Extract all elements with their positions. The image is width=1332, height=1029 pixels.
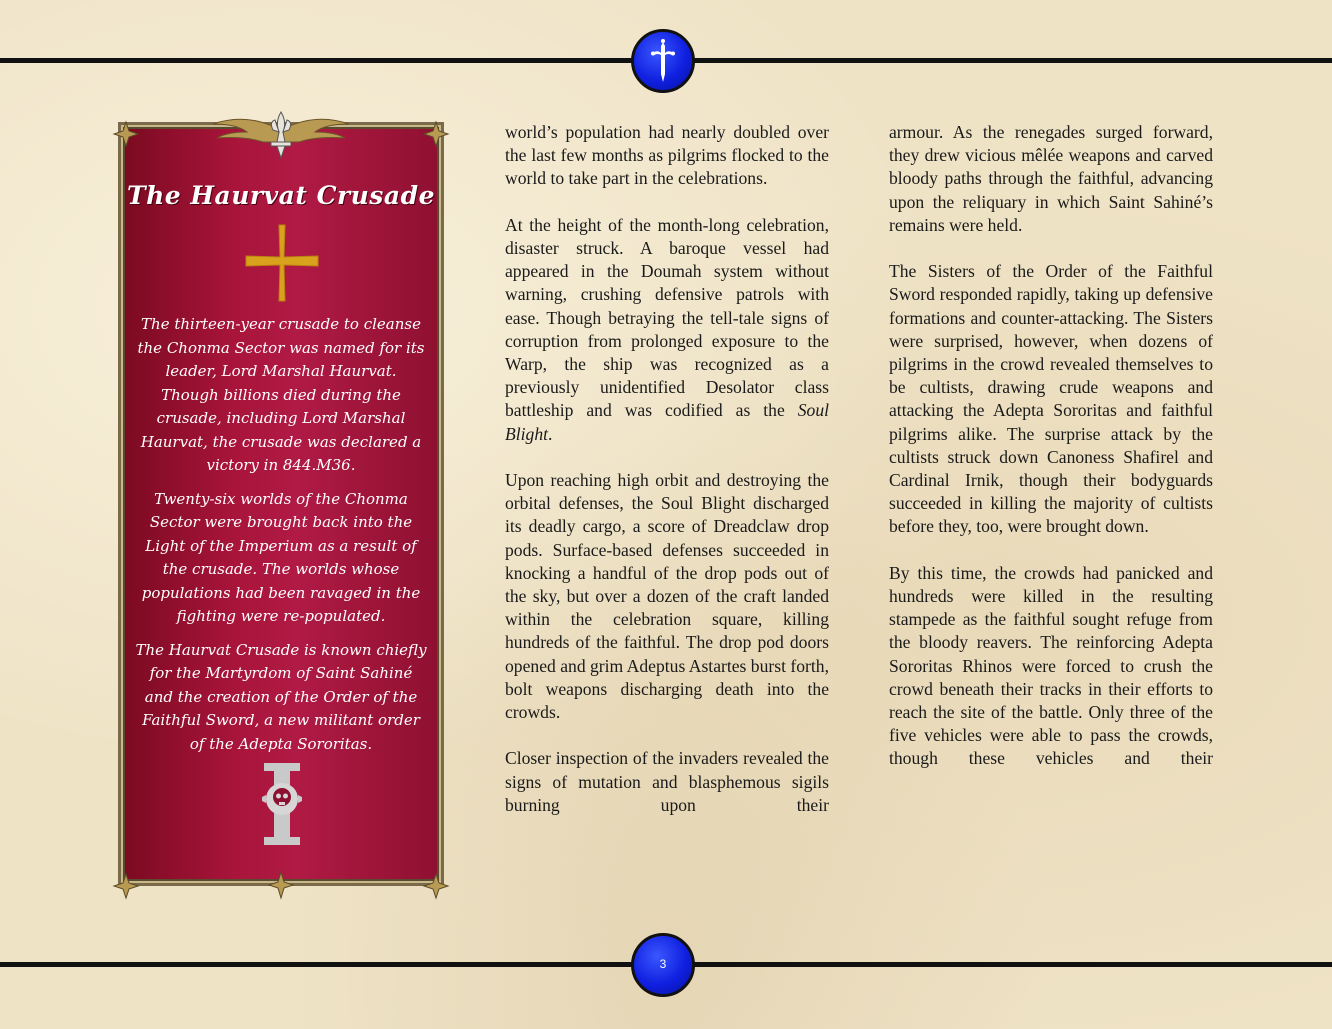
body-text: At the height of the month-long celebration, disaster struck. A baroque vessel had appeared in the Doumah system without warning, crushing defensive patrols with ease. Though betraying the tell-tale signs of corruption from prolonged exposure to the Warp, the ship was recognized as a previously unidentified Desolator class battleship and was codified as the [505, 214, 829, 421]
sidebar-text [135, 313, 427, 766]
corner-fleur-icon [112, 120, 140, 148]
body-paragraph: Closer inspection of the invaders revealed the signs of mutation and blasphemous sigils burning upon their [505, 748, 829, 815]
body-text: . [548, 423, 553, 444]
cross-pattee-icon [242, 221, 322, 305]
bottom-fleur-icon [267, 870, 295, 900]
corner-fleur-icon [112, 872, 140, 900]
corner-fleur-icon [422, 872, 450, 900]
page-number: 3 [659, 957, 667, 971]
sidebar-paragraph: Twenty-six worlds of the Chonma Sector were brought back into the Light of the Imperium as a result of the crusade. The worlds whose populations had been ravaged in the fighting were re-populated. [141, 489, 421, 625]
header-medallion [631, 29, 695, 93]
inquisition-skull-icon [252, 761, 312, 847]
sidebar-paragraph: The thirteen-year crusade to cleanse the Chonma Sector was named for its leader, Lord Marshal Haurvat. Though billions died during the crusade, including Lord Marshal Haurvat, the crusade was declared a victory in 844.M36. [137, 315, 425, 474]
body-paragraph [505, 214, 829, 446]
ship-name: Soul Blight [505, 400, 829, 444]
body-paragraph: By this time, the crowds had panicked and hundreds were killed in the resulting stampede as the faithful sought refuge from the bloody reavers. The reinforcing Adepta Sororitas Rhinos were forced to crush the crowd beneath their tracks in their efforts to reach the site of the battle. Only three of the five vehicles were able to pass the crowds, though these vehicles and their [889, 562, 1213, 769]
winged-fleur-de-lis-icon [207, 108, 355, 160]
sidebar-panel [118, 122, 444, 886]
body-paragraph: world’s population had nearly doubled over the last few months as pilgrims flocked to the world to take part in the celebrations. [505, 122, 829, 189]
sword-icon [634, 32, 692, 90]
body-paragraph: Upon reaching high orbit and destroying the orbital defenses, the Soul Blight discharged its deadly cargo, a score of Dreadclaw drop pods. Surface-based defenses succeeded in knocking a handful of the drop pods out of the sky, but over a dozen of the craft landed within the celebration square, killing hundreds of the faithful. The drop pod doors opened and grim Adeptus Astartes burst forth, bolt weapons discharging death into the crowds. [505, 470, 829, 723]
body-column-2 [889, 121, 1213, 794]
sidebar-paragraph: The Haurvat Crusade is known chiefly for the Martyrdom of Saint Sahiné and the creation of the Order of the Faithful Sword, a new militant order of the Adepta Sororitas. [135, 640, 427, 753]
body-paragraph: The Sisters of the Order of the Faithful Sword responded rapidly, taking up defensive formations and counter-attacking. The Sisters were surprised, however, when dozens of pilgrims in the crowd revealed themselves to be cultists, drawing crude weapons and attacking the Adepta Sororitas and faithful pilgrims alike. The surprise attack by the cultists struck down Canoness Shafirel and Cardinal Irnik, though their bodyguards succeeded in killing the majority of cultists before they, too, were brought down. [889, 261, 1213, 537]
footer-medallion [631, 933, 695, 997]
body-column-1 [505, 121, 829, 840]
corner-fleur-icon [422, 120, 450, 148]
sidebar-title: The Haurvat Crusade [127, 181, 435, 210]
body-paragraph: armour. As the renegades surged forward, they drew vicious mêlée weapons and carved bloody paths through the faithful, advancing upon the reliquary in which Saint Sahiné’s remains were held. [889, 122, 1213, 235]
